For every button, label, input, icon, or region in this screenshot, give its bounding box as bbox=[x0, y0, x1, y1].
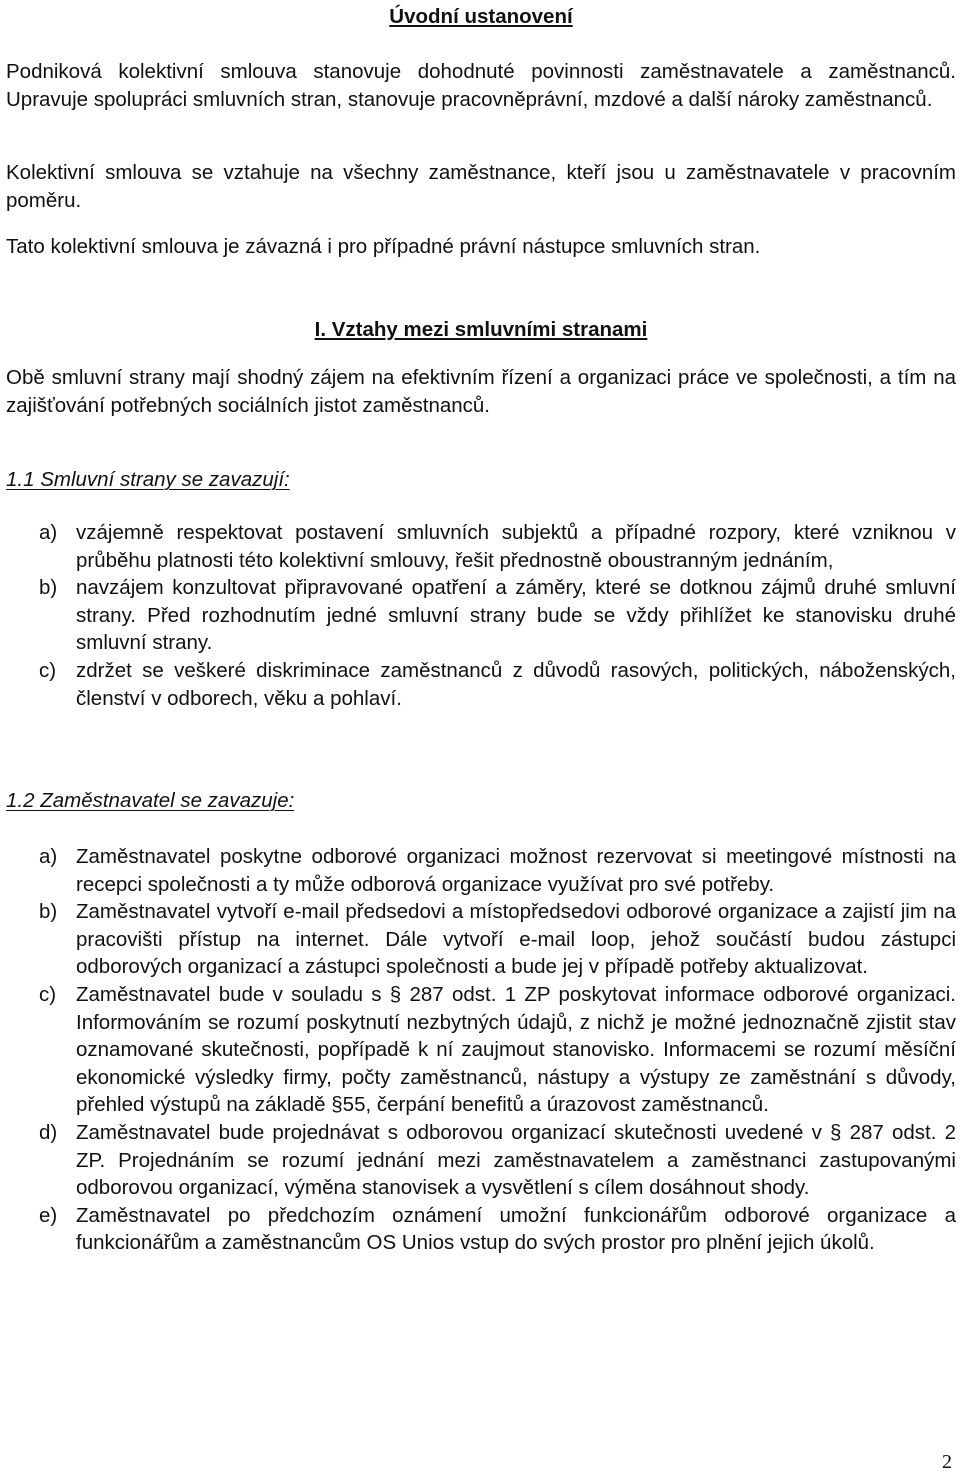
list-item bbox=[6, 574, 956, 657]
intro-title: Úvodní ustanovení bbox=[389, 5, 573, 28]
list-item-text: navzájem konzultovat připravované opatření a záměry, které se dotknou zájmů druhé smluvní strany. Před rozhodnutím jedné smluvní strany bude se vždy přihlížet ke stanovisku druhé smluvní strany. bbox=[76, 576, 956, 655]
list-marker: b) bbox=[39, 900, 58, 924]
list-item-text: Zaměstnavatel bude projednávat s odborovou organizací skutečnosti uvedené v § 287 odst. 2 ZP. Projednáním se rozumí jednání mezi zaměstnavatelem a zaměstnanci zastupovanými odborovou organizací, výměna stanovisek a vysvětlení s cílem dosáhnout shody. bbox=[76, 1120, 956, 1200]
section-1-title: I. Vztahy mezi smluvními stranami bbox=[314, 318, 648, 341]
subsection-1-2-list bbox=[6, 843, 956, 1257]
list-marker: e) bbox=[39, 1203, 58, 1227]
subsection-1-1-title: 1.1 Smluvní strany se zavazují: bbox=[6, 468, 290, 491]
list-item-text: Zaměstnavatel vytvoří e-mail předsedovi a místopředsedovi odborové organizace a zajistí jim na pracovišti přístup na internet. Dále vytvoří e-mail loop, jehož součástí budou zástupci odborových organizací a zástupci společnosti a bude jej v případě potřeby aktualizovat. bbox=[76, 900, 956, 979]
list-marker: a) bbox=[39, 521, 58, 544]
intro-paragraph-2: Kolektivní smlouva se vztahuje na všechny zaměstnance, kteří jsou u zaměstnavatele v pracovním poměru. bbox=[6, 161, 956, 212]
list-item-text: Zaměstnavatel bude v souladu s § 287 odst. 1 ZP poskytovat informace odborové organizaci. Informováním se rozumí poskytnutí nezbytných údajů, z nichž je možné jednoznačně zjistit stav oznamované skutečnosti, popřípadě k ní zaujmout stanovisko. Informacemi se rozumí měsíční ekonomické výsledky firmy, počty zaměstnanců, nástupy a výstupy ze zaměstnání s důvody, přehled výstupů na základě §55, čerpání benefitů a úrazovost zaměstnanců. bbox=[76, 982, 956, 1117]
list-marker: c) bbox=[39, 658, 57, 682]
subsection-1-2-title: 1.2 Zaměstnavatel se zavazuje: bbox=[6, 789, 295, 812]
list-item bbox=[6, 519, 956, 574]
page-number: 2 bbox=[942, 1451, 952, 1473]
list-marker: d) bbox=[39, 1120, 58, 1144]
intro-paragraph-1: Podniková kolektivní smlouva stanovuje dohodnuté povinnosti zaměstnavatele a zaměstnanců. Upravuje spolupráci smluvních stran, stanovuje pracovněprávní, mzdové a další nároky zaměstnanců. bbox=[6, 60, 956, 111]
list-item-text: zdržet se veškeré diskriminace zaměstnanců z důvodů rasových, politických, náboženských, členství v odborech, věku a pohlaví. bbox=[76, 658, 956, 710]
list-item bbox=[6, 657, 956, 712]
list-item bbox=[6, 981, 956, 1119]
subsection-1-1-list bbox=[6, 519, 956, 712]
list-item-text: Zaměstnavatel po předchozím oznámení umožní funkcionářům odborové organizace a funkcionářům a zaměstnancům OS Unios vstup do svých prostor pro plnění jejich úkolů. bbox=[76, 1203, 956, 1255]
list-item bbox=[6, 898, 956, 981]
list-item bbox=[6, 1202, 956, 1257]
list-marker: c) bbox=[39, 982, 57, 1006]
section-1-paragraph: Obě smluvní strany mají shodný zájem na efektivním řízení a organizaci práce ve společnosti, a tím na zajišťování potřebných sociálních jistot zaměstnanců. bbox=[6, 366, 956, 417]
list-item bbox=[6, 1119, 956, 1202]
list-item-text: vzájemně respektovat postavení smluvních subjektů a případné rozpory, které vzniknou v průběhu platnosti této kolektivní smlouvy, řešit přednostně oboustranným jednáním, bbox=[76, 521, 956, 572]
list-item bbox=[6, 843, 956, 898]
list-marker: b) bbox=[39, 576, 58, 600]
list-marker: a) bbox=[39, 845, 58, 868]
intro-paragraph-3: Tato kolektivní smlouva je závazná i pro případné právní nástupce smluvních stran. bbox=[6, 235, 761, 258]
list-item-text: Zaměstnavatel poskytne odborové organizaci možnost rezervovat si meetingové místnosti na recepci společnosti a ty může odborová organizace využívat pro své potřeby. bbox=[76, 845, 956, 896]
